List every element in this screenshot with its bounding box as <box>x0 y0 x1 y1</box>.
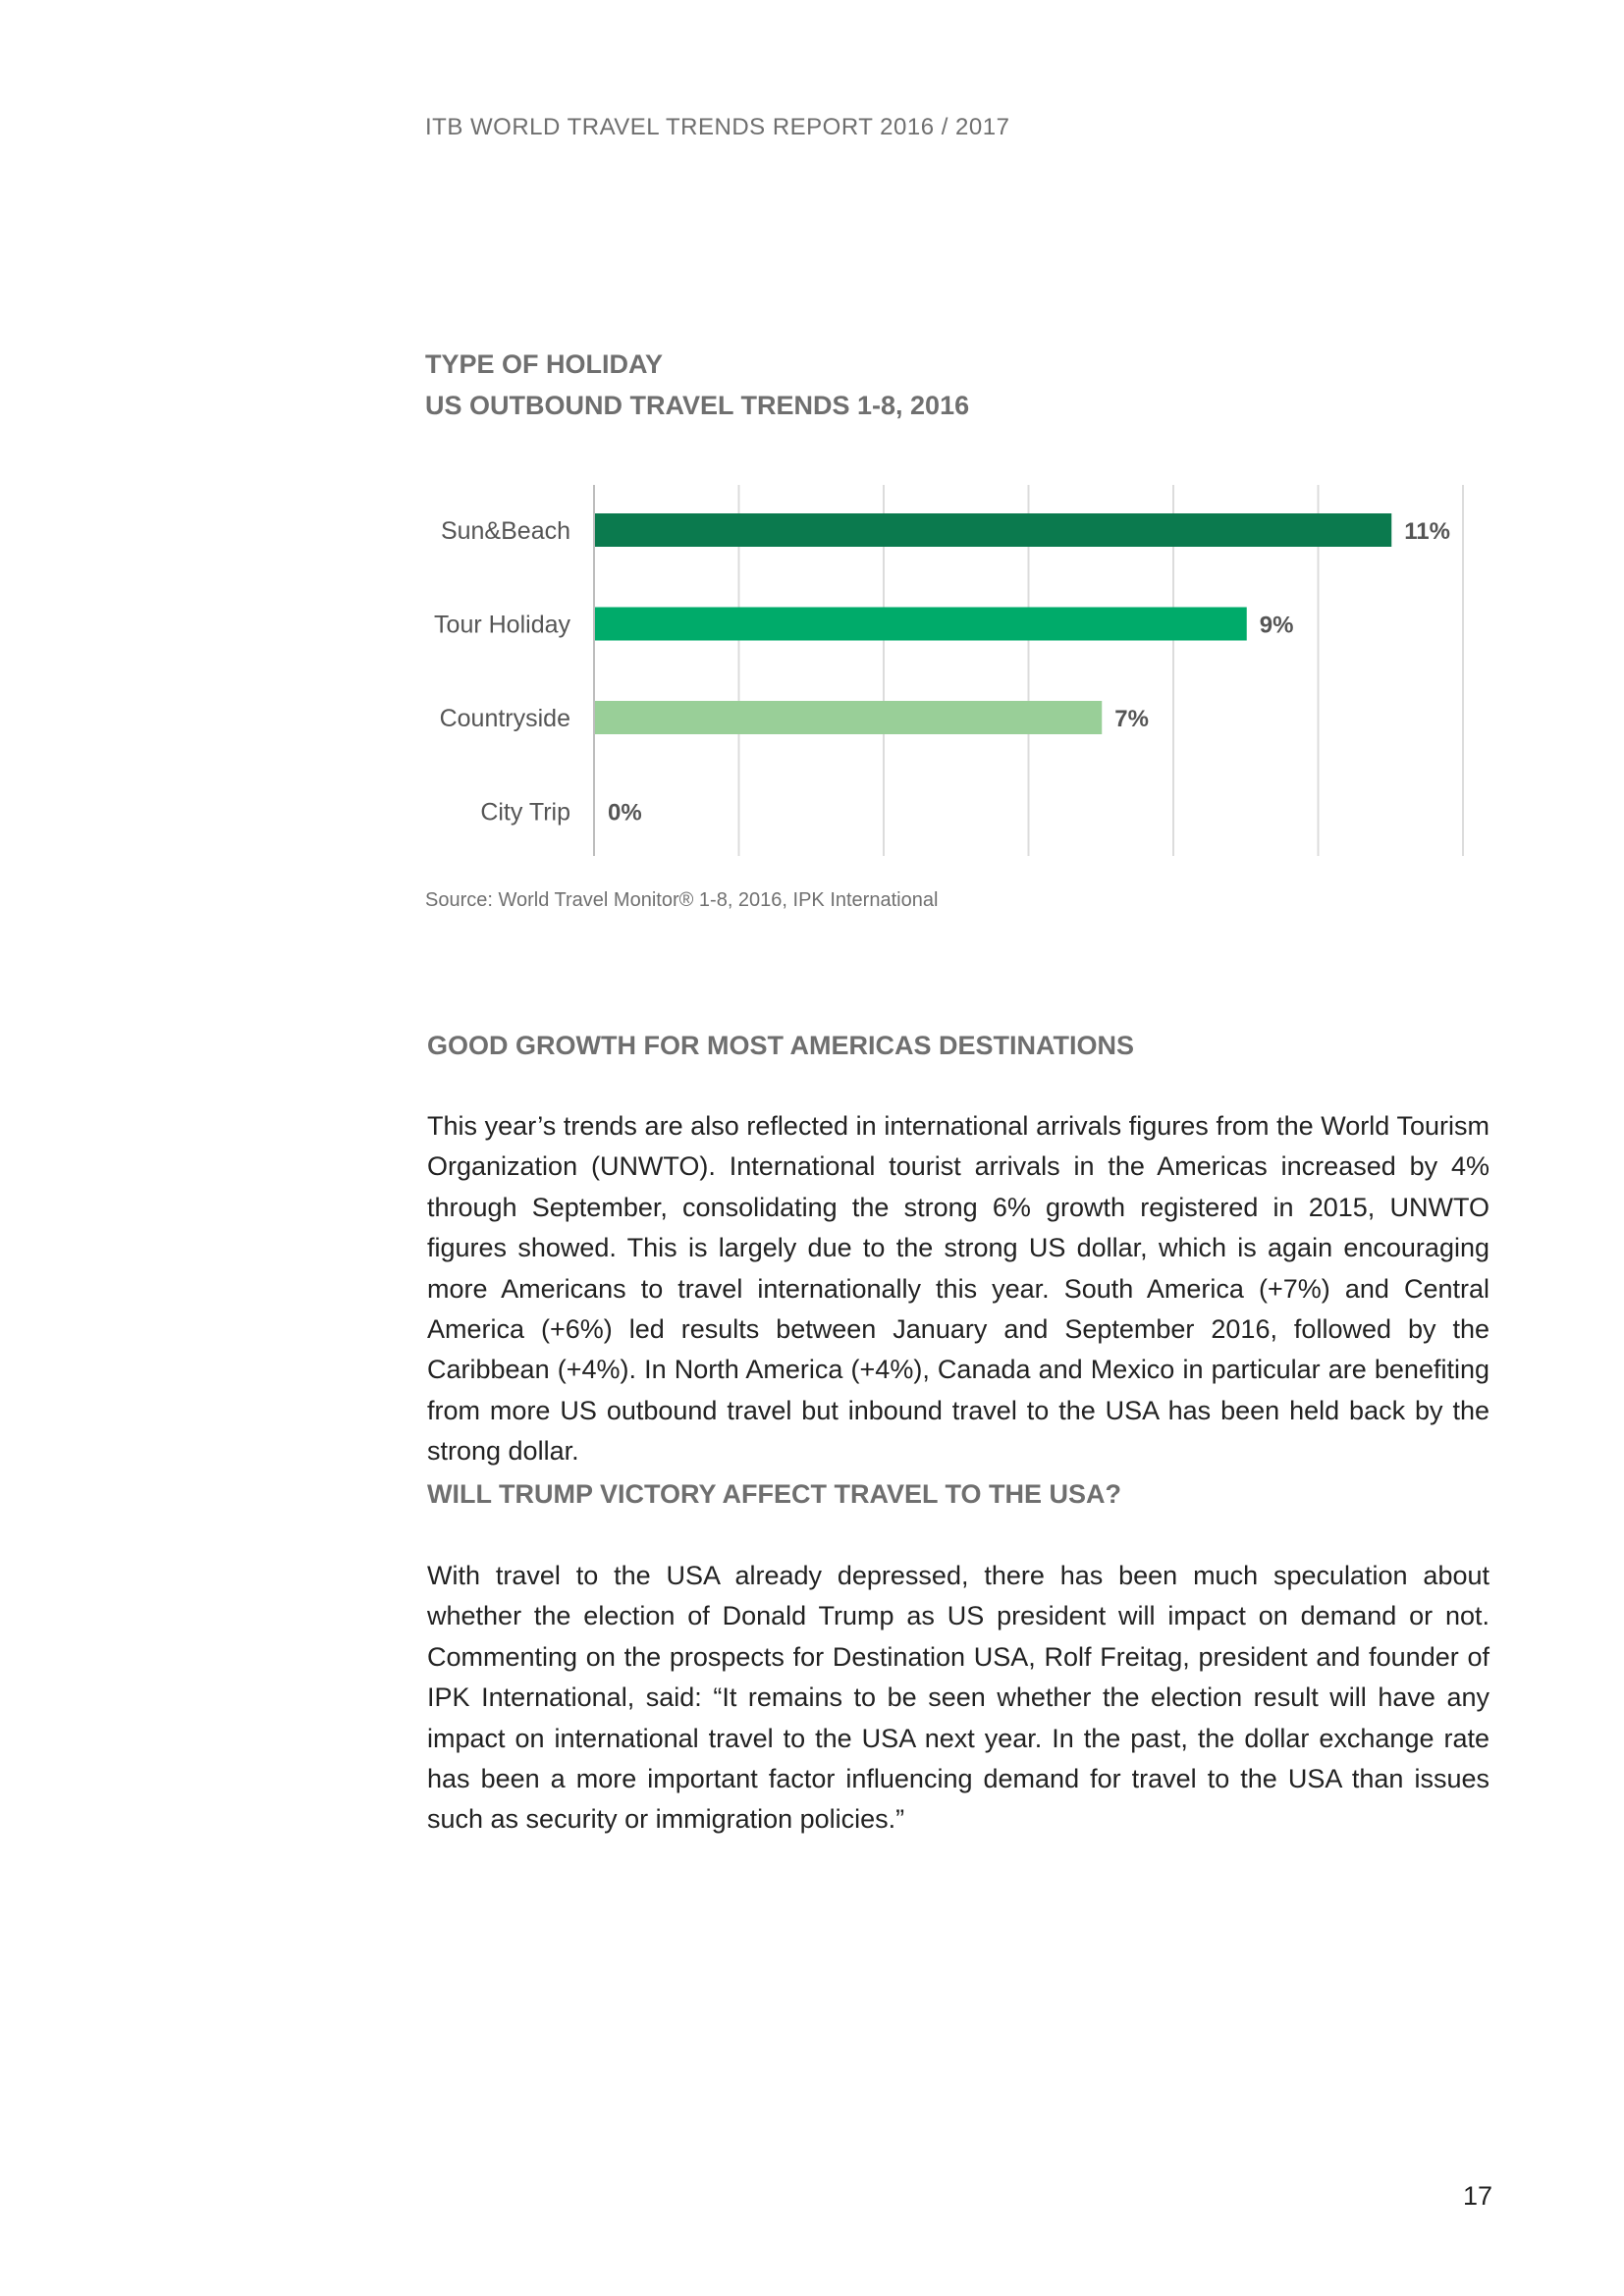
bar <box>595 701 1102 734</box>
category-label: Countryside <box>439 705 570 732</box>
data-label: 9% <box>1259 612 1294 639</box>
type-of-holiday-bar-chart <box>393 471 1492 864</box>
category-label: Sun&Beach <box>440 517 570 545</box>
bar <box>595 608 1247 641</box>
section-heading-trump: WILL TRUMP VICTORY AFFECT TRAVEL TO THE USA? <box>427 1479 1122 1509</box>
data-label: 7% <box>1114 706 1149 732</box>
category-label: City Trip <box>480 798 570 827</box>
chart-source: Source: World Travel Monitor® 1-8, 2016, IPK International <box>425 889 939 911</box>
data-label: 11% <box>1404 518 1450 545</box>
section-heading-americas: GOOD GROWTH FOR MOST AMERICAS DESTINATIONS <box>427 1031 1134 1060</box>
chart-title-line-1: TYPE OF HOLIDAY <box>425 349 664 379</box>
bar <box>595 513 1391 547</box>
page-number: 17 <box>1463 2181 1493 2211</box>
chart-title <box>425 344 969 426</box>
section-body-americas: This year’s trends are also reflected in international arrivals figures from the World Tourism Organization (UNWTO). International tourist arrivals in the Americas increased by 4% through September, consolidating the strong 6% growth registered in 2015, UNWTO figures showed. This is largely due to the strong US dollar, which is again encouraging more Americans to travel internationally this year. South America (+7%) and Central America (+6%) led results between January and September 2016, followed by the Caribbean (+4%). In North America (+4%), Canada and Mexico in particular are benefiting from more US outbound travel but inbound travel to the USA has been held back by the strong dollar. <box>427 1111 1489 1467</box>
data-label: 0% <box>608 799 642 827</box>
chart-title-line-2: US OUTBOUND TRAVEL TRENDS 1-8, 2016 <box>425 391 970 420</box>
running-header: ITB WORLD TRAVEL TRENDS REPORT 2016 / 2017 <box>425 114 1010 140</box>
section-body-trump: With travel to the USA already depressed, there has been much speculation about whether the election of Donald Trump as US president will impact on demand or not. Commenting on the prospects for Destination USA, Rolf Freitag, president and founder of IPK International, said: “It remains to be seen whether the election result will have any impact on international travel to the USA next year. In the past, the dollar exchange rate has been a more important factor influencing demand for travel to the USA than issues such as security or immigration policies.” <box>427 1561 1489 1835</box>
category-label: Tour Holiday <box>434 611 570 639</box>
